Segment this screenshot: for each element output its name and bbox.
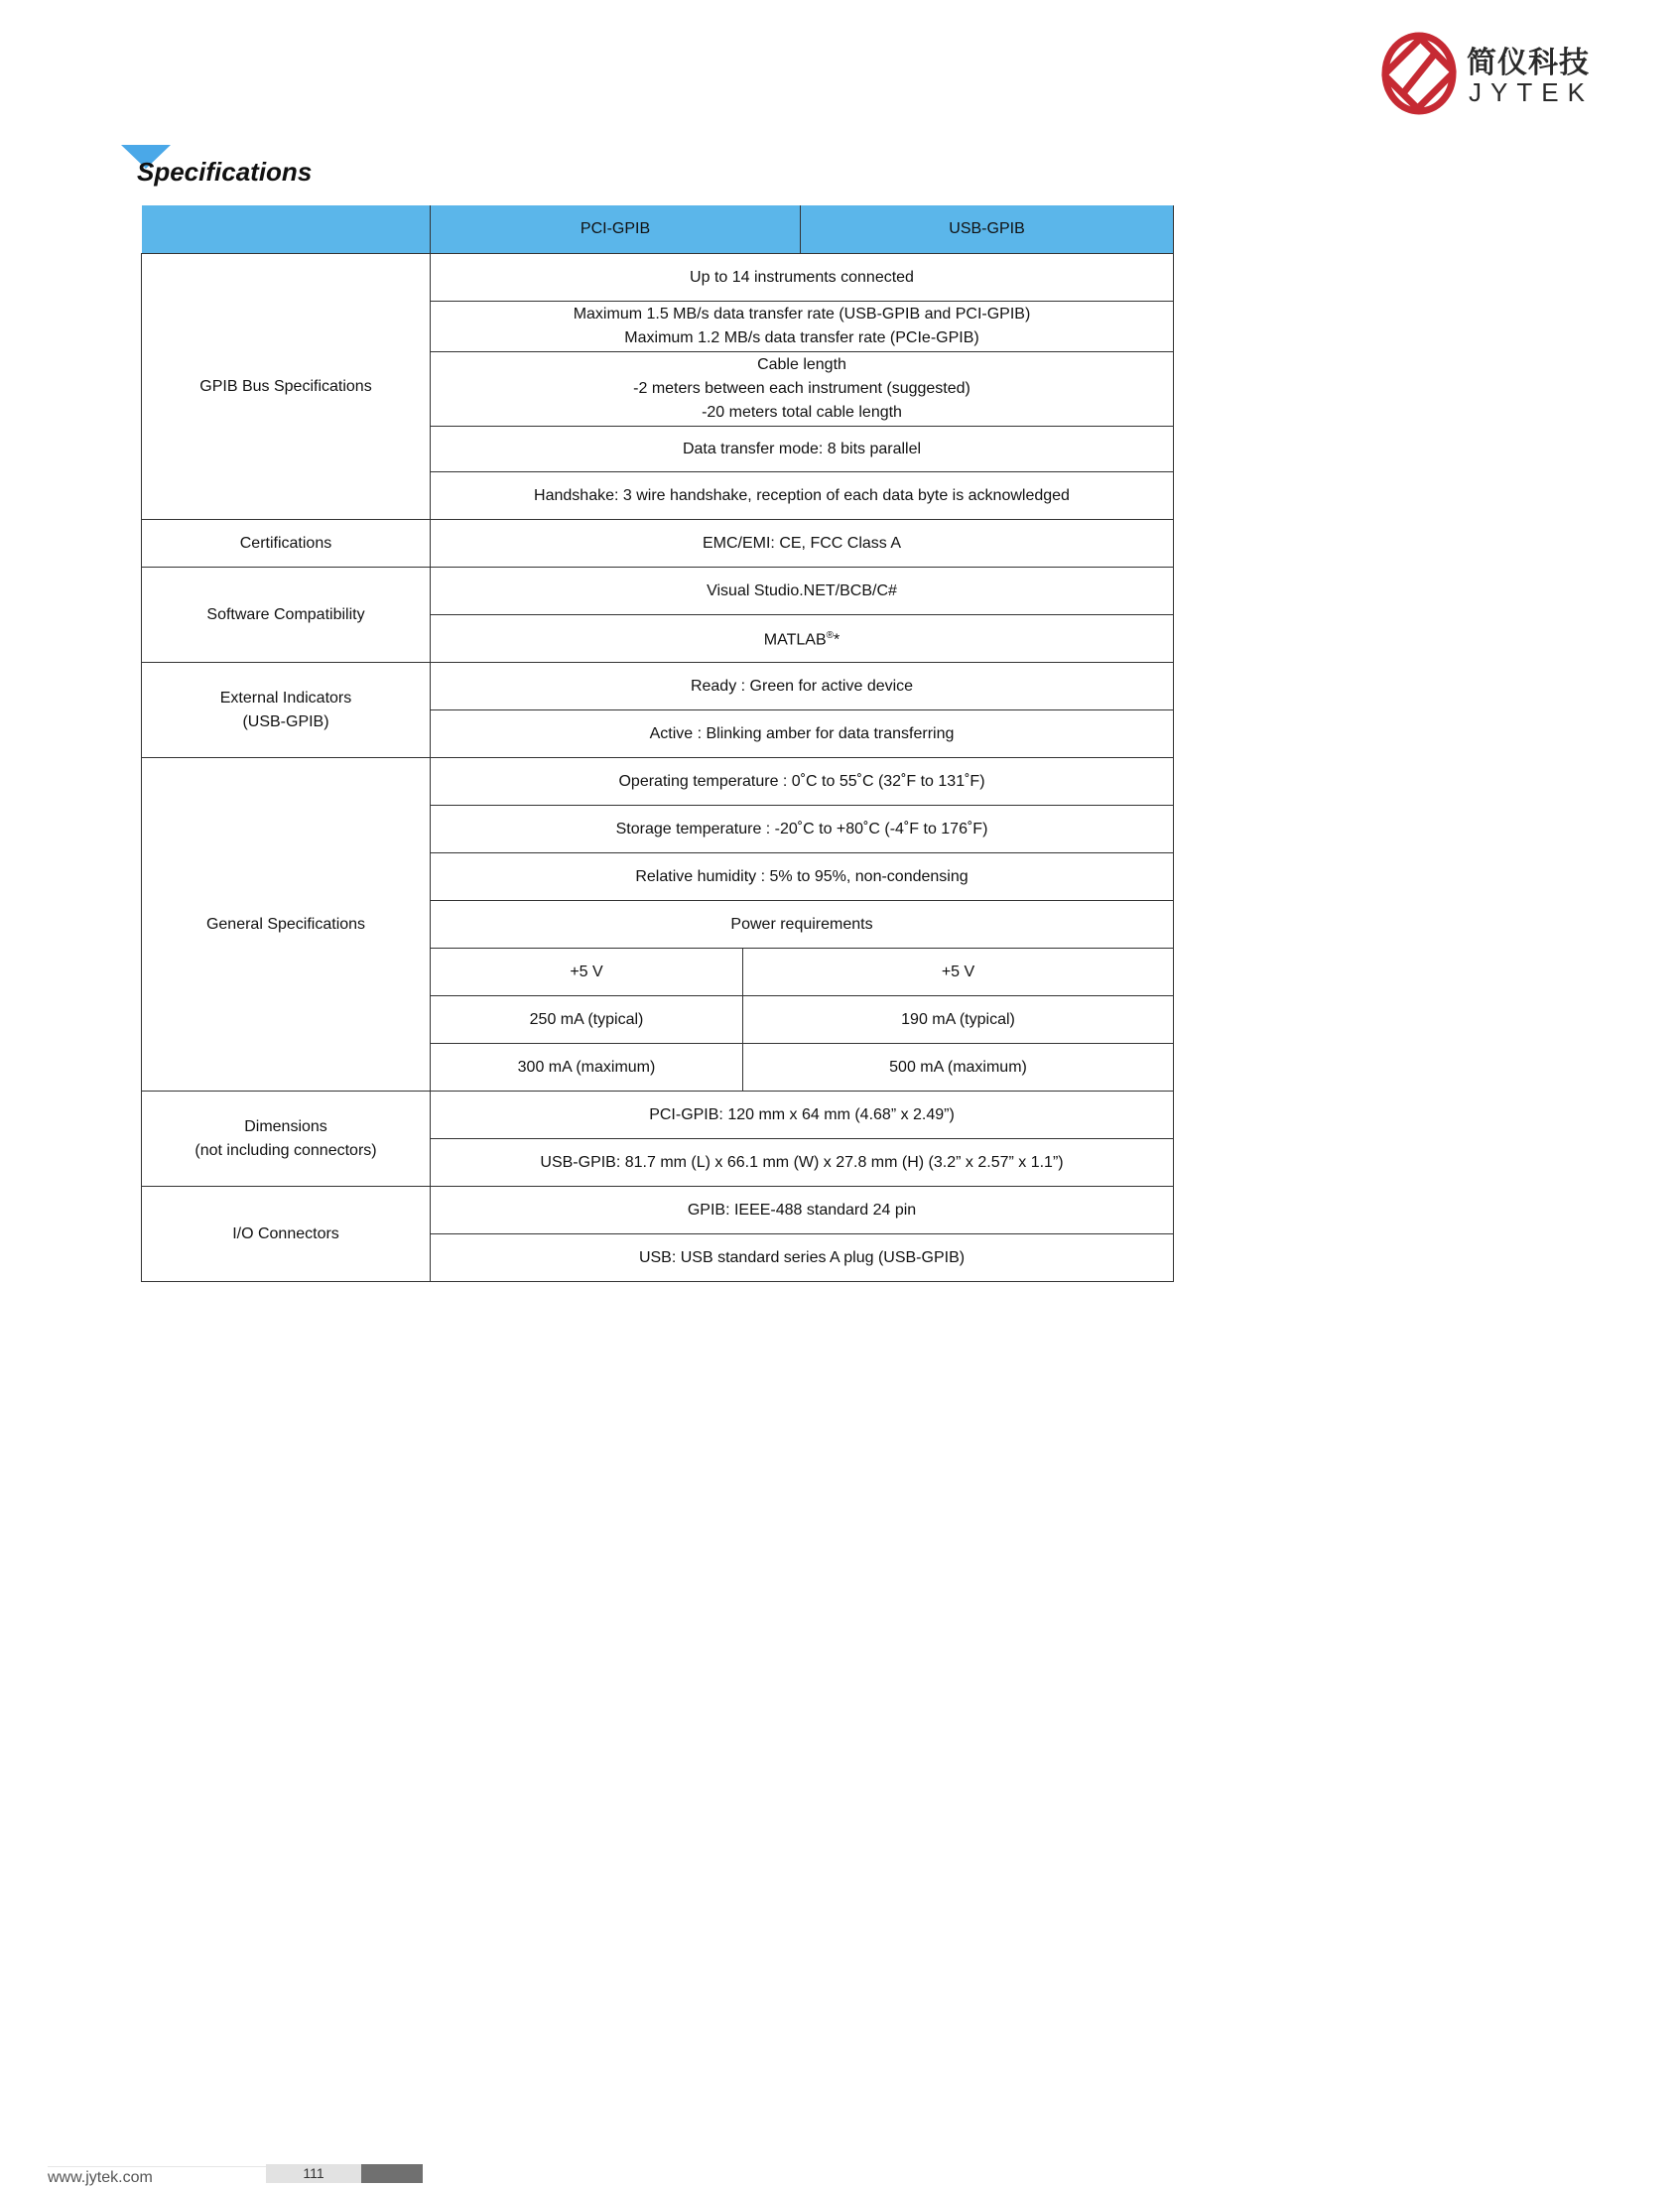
dimensions-usb: USB-GPIB: 81.7 mm (L) x 66.1 mm (W) x 27.8 mm (H) (3.2” x 2.57” x 1.1”) (431, 1139, 1174, 1187)
table-row (142, 663, 1174, 710)
operating-temperature: Operating temperature : 0˚C to 55˚C (32˚F to 131˚F) (431, 758, 1174, 806)
row-label-software: Software Compatibility (142, 568, 431, 663)
header-usb-gpib: USB-GPIB (801, 205, 1174, 254)
table-row (142, 254, 1174, 302)
registered-mark: ® (826, 630, 834, 642)
software-matlab (431, 615, 1174, 663)
dimensions-pci: PCI-GPIB: 120 mm x 64 mm (4.68” x 2.49”) (431, 1092, 1174, 1139)
specifications-table (141, 205, 1174, 1282)
header-corner (142, 205, 431, 254)
software-visual-studio: Visual Studio.NET/BCB/C# (431, 568, 1174, 615)
table-header-row (142, 205, 1174, 254)
row-label-io: I/O Connectors (142, 1187, 431, 1282)
gpib-cable-length: Cable length -2 meters between each instrument (suggested) -20 meters total cable length (431, 352, 1174, 427)
pci-voltage: +5 V (431, 949, 743, 996)
gpib-transfer-mode: Data transfer mode: 8 bits parallel (431, 427, 1174, 472)
pci-current-max: 300 mA (maximum) (431, 1044, 743, 1092)
row-label-indicators: External Indicators (USB-GPIB) (142, 663, 431, 758)
matlab-note-mark: * (833, 631, 840, 649)
usb-current-max: 500 mA (maximum) (743, 1044, 1174, 1092)
row-label-dimensions: Dimensions (not including connectors) (142, 1092, 431, 1187)
section-title: Specifications (137, 157, 313, 187)
row-label-certifications: Certifications (142, 520, 431, 568)
indicator-ready: Ready : Green for active device (431, 663, 1174, 710)
row-label-general: General Specifications (142, 758, 431, 1092)
jytek-logo (1375, 28, 1594, 119)
table-row (142, 1092, 1174, 1139)
table-row (142, 1187, 1174, 1234)
table-row (142, 568, 1174, 615)
pci-current-typical: 250 mA (typical) (431, 996, 743, 1044)
io-usb: USB: USB standard series A plug (USB-GPIB) (431, 1234, 1174, 1282)
footer-divider (48, 2166, 266, 2167)
power-requirements: Power requirements (431, 901, 1174, 949)
row-label-gpib-bus: GPIB Bus Specifications (142, 254, 431, 520)
usb-voltage: +5 V (743, 949, 1174, 996)
gpib-transfer-rate: Maximum 1.5 MB/s data transfer rate (USB-GPIB and PCI-GPIB) Maximum 1.2 MB/s data transfer rate (PCIe-GPIB) (431, 302, 1174, 352)
footer-bar (361, 2164, 423, 2183)
footer-url[interactable]: www.jytek.com (48, 2169, 153, 2186)
brand-name-en: JYTEK (1469, 77, 1594, 107)
page-number: 111 (266, 2164, 361, 2183)
certifications-value: EMC/EMI: CE, FCC Class A (431, 520, 1174, 568)
jytek-emblem-icon (1375, 28, 1465, 119)
gpib-instruments: Up to 14 instruments connected (431, 254, 1174, 302)
gpib-handshake: Handshake: 3 wire handshake, reception of each data byte is acknowledged (431, 472, 1174, 520)
relative-humidity: Relative humidity : 5% to 95%, non-condensing (431, 853, 1174, 901)
matlab-name: MATLAB (763, 631, 827, 649)
table-row (142, 520, 1174, 568)
header-pci-gpib: PCI-GPIB (431, 205, 801, 254)
usb-current-typical: 190 mA (typical) (743, 996, 1174, 1044)
indicator-active: Active : Blinking amber for data transferring (431, 710, 1174, 758)
storage-temperature: Storage temperature : -20˚C to +80˚C (-4˚F to 176˚F) (431, 806, 1174, 853)
io-gpib: GPIB: IEEE-488 standard 24 pin (431, 1187, 1174, 1234)
brand-name-cn: 简仪科技 (1467, 46, 1590, 80)
table-row (142, 758, 1174, 806)
